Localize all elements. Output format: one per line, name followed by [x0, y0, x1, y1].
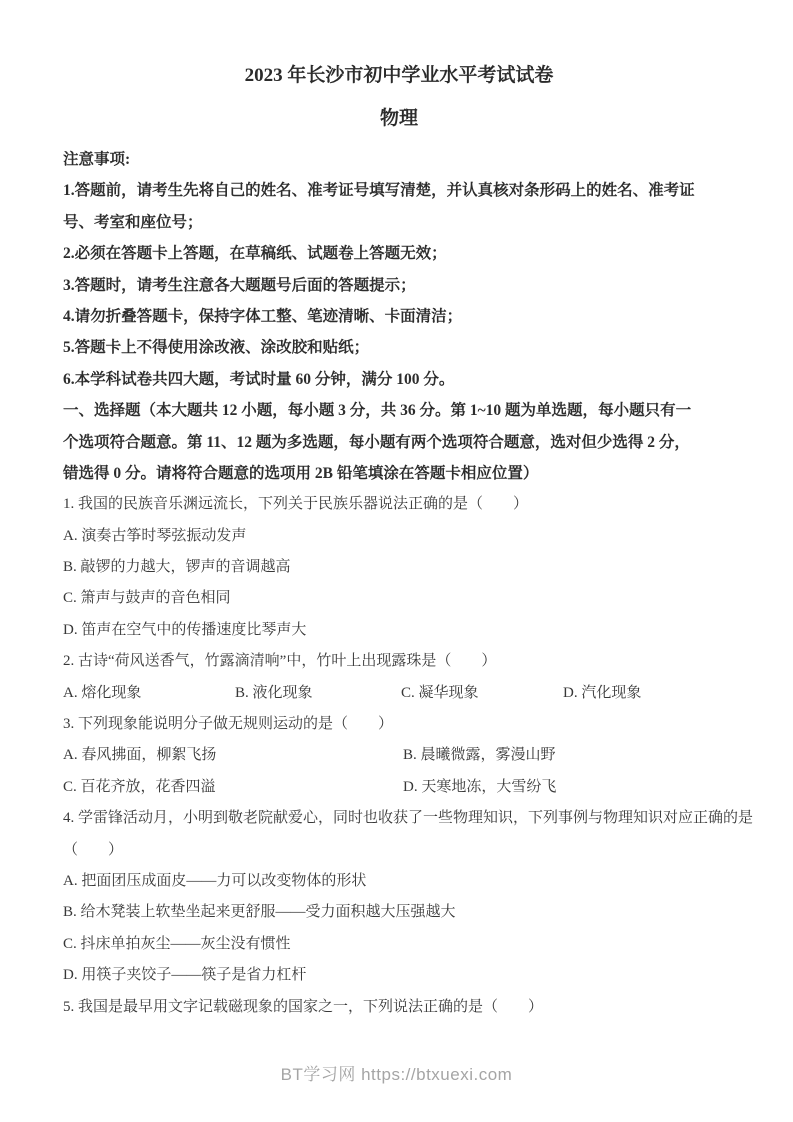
section-heading-line-1: 一、选择题（本大题共 12 小题，每小题 3 分，共 36 分。第 1~10 题为单选题，每小题只有一	[63, 402, 692, 420]
notice-line-6: 6.本学科试卷共四大题，考试时量 60 分钟，满分 100 分。	[63, 370, 455, 388]
exam-subject-title: 物理	[379, 108, 418, 129]
notice-line-3: 3.答题时，请考生注意各大题题号后面的答题提示；	[63, 276, 416, 294]
question-2-option-b: B. 液化现象	[235, 684, 313, 701]
question-1-option-d: D. 笛声在空气中的传播速度比琴声大	[63, 621, 307, 638]
question-2-option-a: A. 熔化现象	[63, 684, 142, 701]
question-3-option-b: B. 晨曦微露，雾漫山野	[403, 747, 556, 764]
question-4-option-a: A. 把面团压成面皮——力可以改变物体的形状	[63, 872, 367, 889]
question-4-stem-line-1: 4. 学雷锋活动月，小明到敬老院献爱心，同时也收获了一些物理知识，下列事例与物理知识对应正确的是	[63, 810, 754, 827]
question-5-stem: 5. 我国是最早用文字记载磁现象的国家之一，下列说法正确的是（ ）	[63, 998, 544, 1015]
question-1-option-c: C. 箫声与鼓声的音色相同	[63, 590, 231, 607]
question-3-option-d: D. 天寒地冻，大雪纷飞	[403, 778, 557, 795]
question-2-option-d: D. 汽化现象	[563, 684, 642, 701]
notice-heading: 注意事项:	[63, 151, 131, 168]
question-3-options-row-2	[63, 772, 735, 803]
question-4-stem-line-2: （ ）	[63, 841, 124, 858]
question-1-option-b: B. 敲锣的力越大，锣声的音调越高	[63, 559, 291, 576]
section-heading-line-3: 错选得 0 分。请将符合题意的选项用 2B 铅笔填涂在答题卡相应位置）	[63, 464, 539, 482]
notice-line-5: 5.答题卡上不得使用涂改液、涂改胶和贴纸；	[63, 339, 370, 357]
question-3-option-c: C. 百花齐放，花香四溢	[63, 778, 216, 795]
notice-line-1b: 号、考室和座位号；	[63, 213, 203, 231]
exam-title: 2023 年长沙市初中学业水平考试试卷	[244, 65, 554, 86]
question-4-option-c: C. 抖床单拍灰尘——灰尘没有惯性	[63, 935, 291, 952]
question-3-options-row-1	[63, 740, 735, 771]
question-3-option-a: A. 春风拂面，柳絮飞扬	[63, 747, 217, 764]
question-3-stem: 3. 下列现象能说明分子做无规则运动的是（ ）	[63, 716, 394, 733]
notice-line-4: 4.请勿折叠答题卡，保持字体工整、笔迹清晰、卡面清洁；	[63, 307, 463, 325]
watermark-site-link: BT学习网 https://btxuexi.com	[280, 1065, 513, 1084]
notice-line-1a: 1.答题前，请考生先将自己的姓名、准考证号填写清楚，并认真核对条形码上的姓名、准考证	[63, 182, 695, 200]
question-2-options-row	[63, 678, 735, 709]
question-1-stem: 1. 我国的民族音乐渊远流长，下列关于民族乐器说法正确的是（ ）	[63, 496, 529, 513]
question-2-option-c: C. 凝华现象	[401, 684, 479, 701]
question-4-option-b: B. 给木凳装上软垫坐起来更舒服——受力面积越大压强越大	[63, 904, 456, 921]
section-heading-line-2: 个选项符合题意。第 11、12 题为多选题，每小题有两个选项符合题意，选对但少选得 2 分，	[63, 433, 690, 451]
question-2-stem: 2. 古诗“荷风送香气，竹露滴清响”中，竹叶上出现露珠是（ ）	[63, 653, 497, 670]
question-1-option-a: A. 演奏古筝时琴弦振动发声	[63, 527, 247, 544]
question-4-option-d: D. 用筷子夹饺子——筷子是省力杠杆	[63, 967, 307, 984]
notice-line-2: 2.必须在答题卡上答题，在草稿纸、试题卷上答题无效；	[63, 245, 447, 263]
